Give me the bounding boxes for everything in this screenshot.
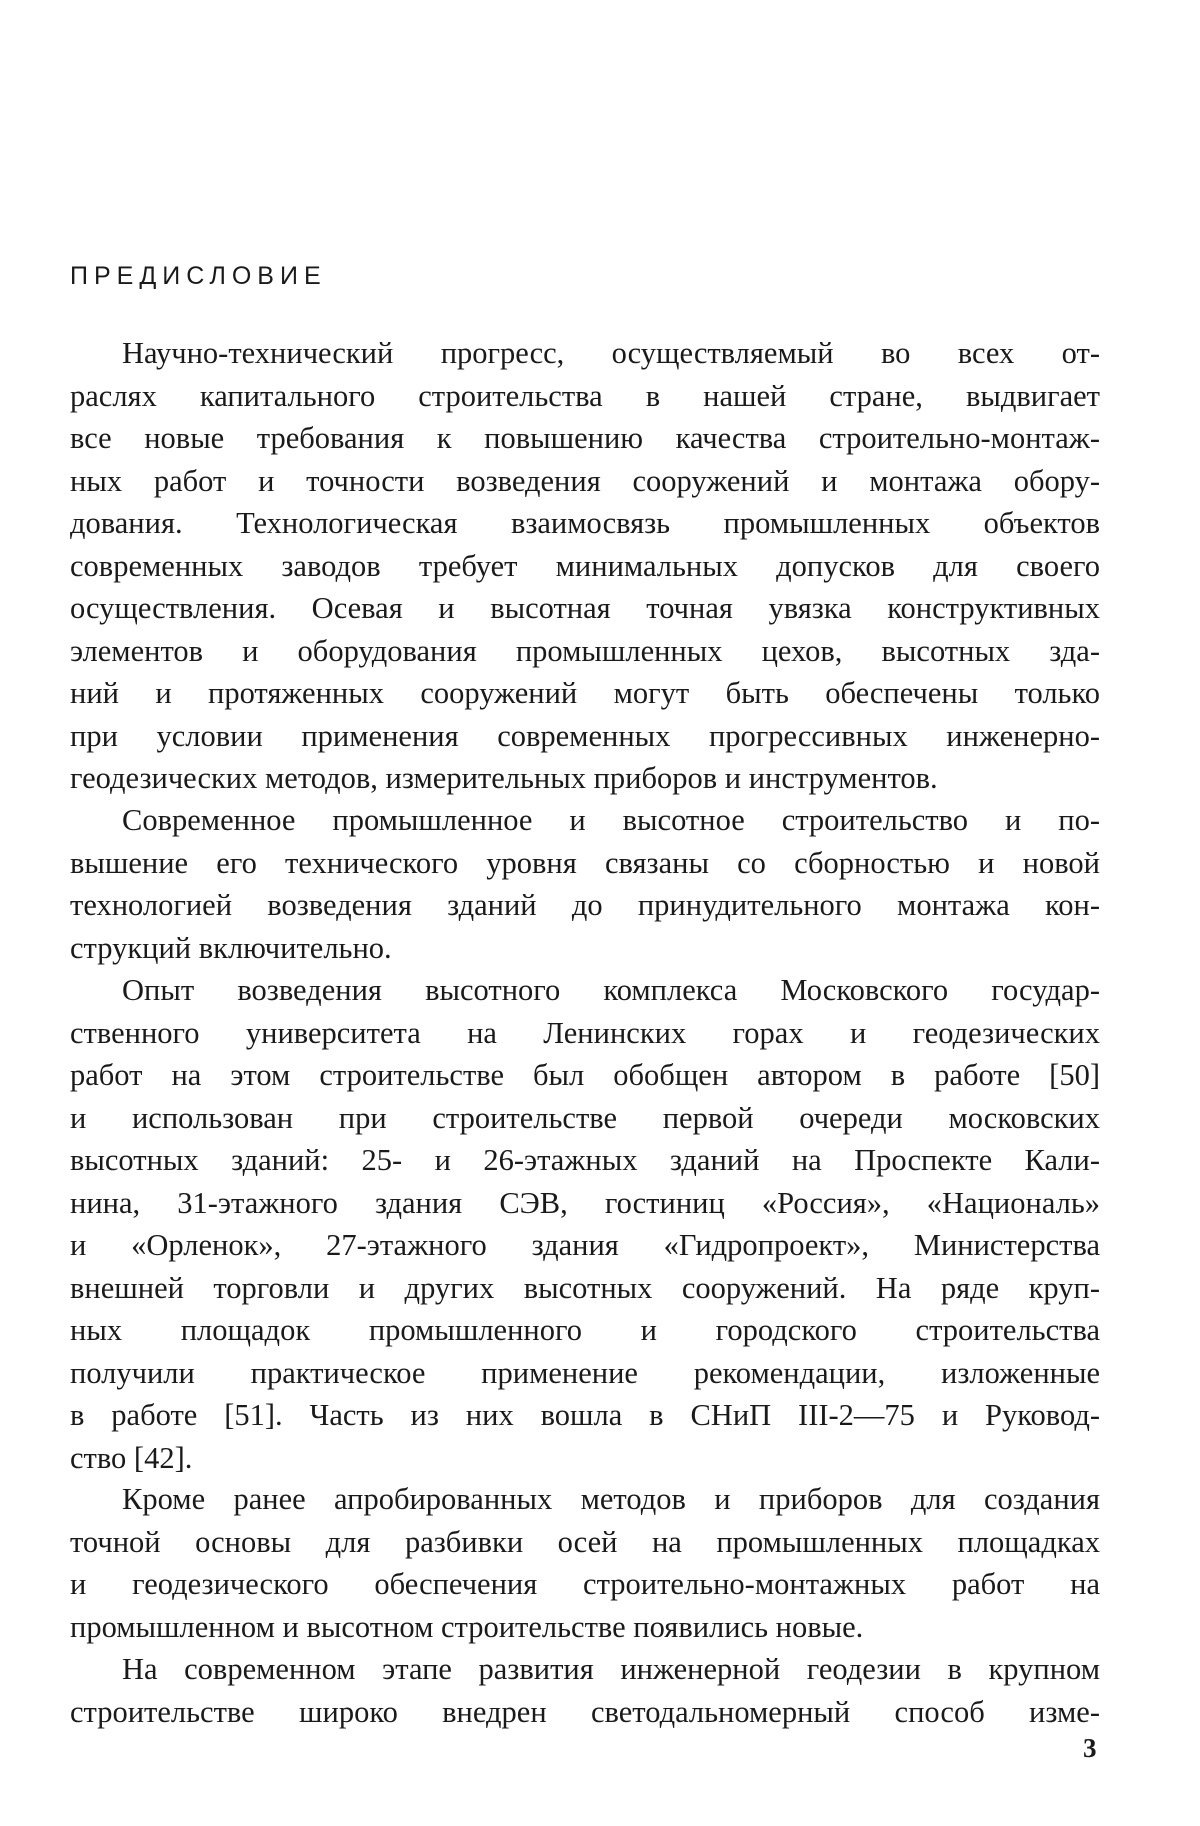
text-line: точной основы для разбивки осей на промышленных площадках (70, 1524, 1100, 1559)
text-line: получили практическое применение рекомендации, изложенные (70, 1355, 1100, 1390)
page-number: 3 (1083, 1733, 1097, 1763)
paragraph-5 (70, 1648, 1100, 1733)
text-line: Современное промышленное и высотное строительство и по- (122, 803, 1100, 837)
text-line: дования. Технологическая взаимосвязь промышленных объектов (70, 506, 1100, 540)
text-line: геодезических методов, измерительных приборов и инструментов. (70, 761, 938, 795)
text-line: Опыт возведения высотного комплекса Московского государ- (122, 973, 1100, 1007)
text-line: высотных зданий: 25- и 26-этажных зданий на Проспекте Кали- (70, 1143, 1100, 1177)
text-line: Кроме ранее апробированных методов и приборов для создания (122, 1482, 1100, 1516)
text-line: все новые требования к повышению качества строительно-монтаж- (70, 421, 1100, 455)
paragraph-4 (70, 1478, 1100, 1648)
text-line: ных площадок промышленного и городского строительства (70, 1313, 1100, 1347)
text-line: современных заводов требует минимальных допусков для своего (70, 548, 1100, 583)
text-line: раслях капитального строительства в нашей стране, выдвигает (70, 378, 1100, 413)
paragraph-2 (70, 799, 1100, 969)
page-heading: ПРЕДИСЛОВИЕ (70, 262, 327, 290)
paragraph-1 (70, 332, 1100, 800)
text-line: струкций включительно. (70, 930, 392, 965)
text-line: нина, 31-этажного здания СЭВ, гостиниц «Россия», «Националь» (70, 1185, 1100, 1220)
text-line: строительстве широко внедрен светодальномерный способ изме- (70, 1694, 1100, 1729)
text-line: работ на этом строительстве был обобщен автором в работе [50] (70, 1058, 1100, 1092)
text-line: ственного университета на Ленинских горах и геодезических (70, 1015, 1100, 1050)
text-line: внешней торговли и других высотных сооружений. На ряде круп- (70, 1270, 1100, 1305)
text-line: вышение его технического уровня связаны со сборностью и новой (70, 845, 1100, 880)
text-line: промышленном и высотном строительстве появились новые. (70, 1609, 864, 1644)
text-line: элементов и оборудования промышленных цехов, высотных зда- (70, 633, 1100, 668)
text-line: На современном этапе развития инженерной геодезии в крупном (122, 1652, 1100, 1686)
paragraph-3 (70, 969, 1100, 1479)
text-line: и использован при строительстве первой очереди московских (70, 1100, 1100, 1135)
text-line: Научно-технический прогресс, осуществляемый во всех от- (122, 336, 1100, 370)
text-line: при условии применения современных прогрессивных инженерно- (70, 718, 1100, 753)
text-line: ных работ и точности возведения сооружений и монтажа обору- (70, 463, 1100, 498)
text-line: и «Орленок», 27-этажного здания «Гидропроект», Министерства (70, 1228, 1100, 1262)
text-line: ний и протяженных сооружений могут быть обеспечены только (70, 676, 1100, 710)
text-line: ство [42]. (70, 1440, 193, 1475)
text-line: в работе [51]. Часть из них вошла в СНиП III-2—75 и Руковод- (70, 1398, 1100, 1432)
text-line: технологией возведения зданий до принудительного монтажа кон- (70, 888, 1100, 922)
text-line: и геодезического обеспечения строительно-монтажных работ на (70, 1567, 1100, 1601)
text-line: осуществления. Осевая и высотная точная увязка конструктивных (70, 591, 1100, 625)
